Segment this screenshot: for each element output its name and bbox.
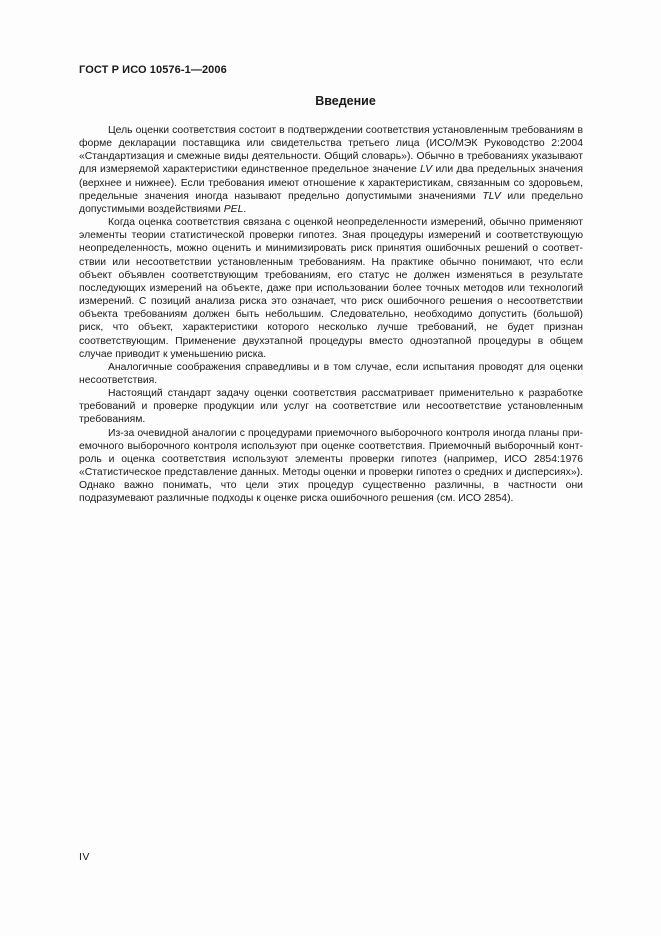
paragraph-1-part-b: или два предельных значения (верхнее и нижнее). Если требования имеют отношение к характеристикам, связанным со здоровьем, предельные значения иногда называют предельно допустимыми значениями <box>79 164 583 202</box>
pel-term: PEL <box>223 203 244 215</box>
paragraph-2: Когда оценка соответствия связана с оценкой неопределенности измерений, обычно применяют элементы теории статистической проверки гипотез. Зная процедуры измерений и соответствующую неопределенность, можно оценить и минимизировать риск принятия ошибочных решений о соответствии или несоответствии установленным требованиям. На практике обычно понимают, что если объект объявлен соответствующим требованиям, его статус не должен изменяться в результате последующих измерений на объекте, даже при использовании более точных методов или технологий измерений. С позиций анализа риска это означает, что риск ошибочного решения о несоответствии объекта требованиям должен быть небольшим. Следовательно, необходимо допустить (большой) риск, что объект, характеристики которого несколько лучше требований, не будет признан соответствующим. Применение двухэтапной процедуры вместо одноэтапной процедуры в общем случае приводит к уменьшению риска. <box>79 217 583 360</box>
tlv-term: TLV <box>482 190 501 202</box>
introduction-body <box>79 124 583 506</box>
paragraph-1-part-a: Цель оценки соответствия состоит в подтверждении соответствия установленным требованиям в форме декларации поставщика или свидетельства третьего лица (ИСО/МЭК Руководство 2:2004 «Стандартизация и смежные виды деятельности. Общий словарь»). Обычно в требованиях указывают для измеряемой характеристики единственное предельное значение <box>79 125 583 176</box>
paragraph-4: Настоящий стандарт задачу оценки соответствия рассматривает применительно к разработке требований и проверке продукции или услуг на соответствие или несоответствие установленным требованиям. <box>79 388 583 426</box>
paragraph-1-part-c: или предельно допустимыми воздействиями <box>79 190 583 215</box>
paragraph-3: Аналогичные соображения справедливы и в том случае, если испытания проводят для оценки несоответствия. <box>79 361 583 386</box>
lv-term: LV <box>420 164 433 176</box>
paragraph-5: Из-за очевидной аналогии с процедурами приемочного выборочного контроля иногда планы приемочного выборочного контроля используют при оценке соответствия. Приемочный выборочный контроль и оценка соответствия используют элементы проверки гипотез (например, ИСО 2854:1976 «Статистическое представление данных. Методы оценки и проверки гипотез о средних и дисперсиях»). Однако важно понимать, что цели этих процедур существенно различны, в частности они подразумевают различные подходы к оценке риска ошибочного решения (см. ИСО 2854). <box>79 427 583 505</box>
document-header-id: ГОСТ Р ИСО 10576-1—2006 <box>79 64 227 76</box>
page-number: IV <box>79 851 90 863</box>
section-title: Введение <box>315 94 376 108</box>
paragraph-1 <box>79 124 583 216</box>
paragraph-1-part-d: . <box>243 203 247 215</box>
